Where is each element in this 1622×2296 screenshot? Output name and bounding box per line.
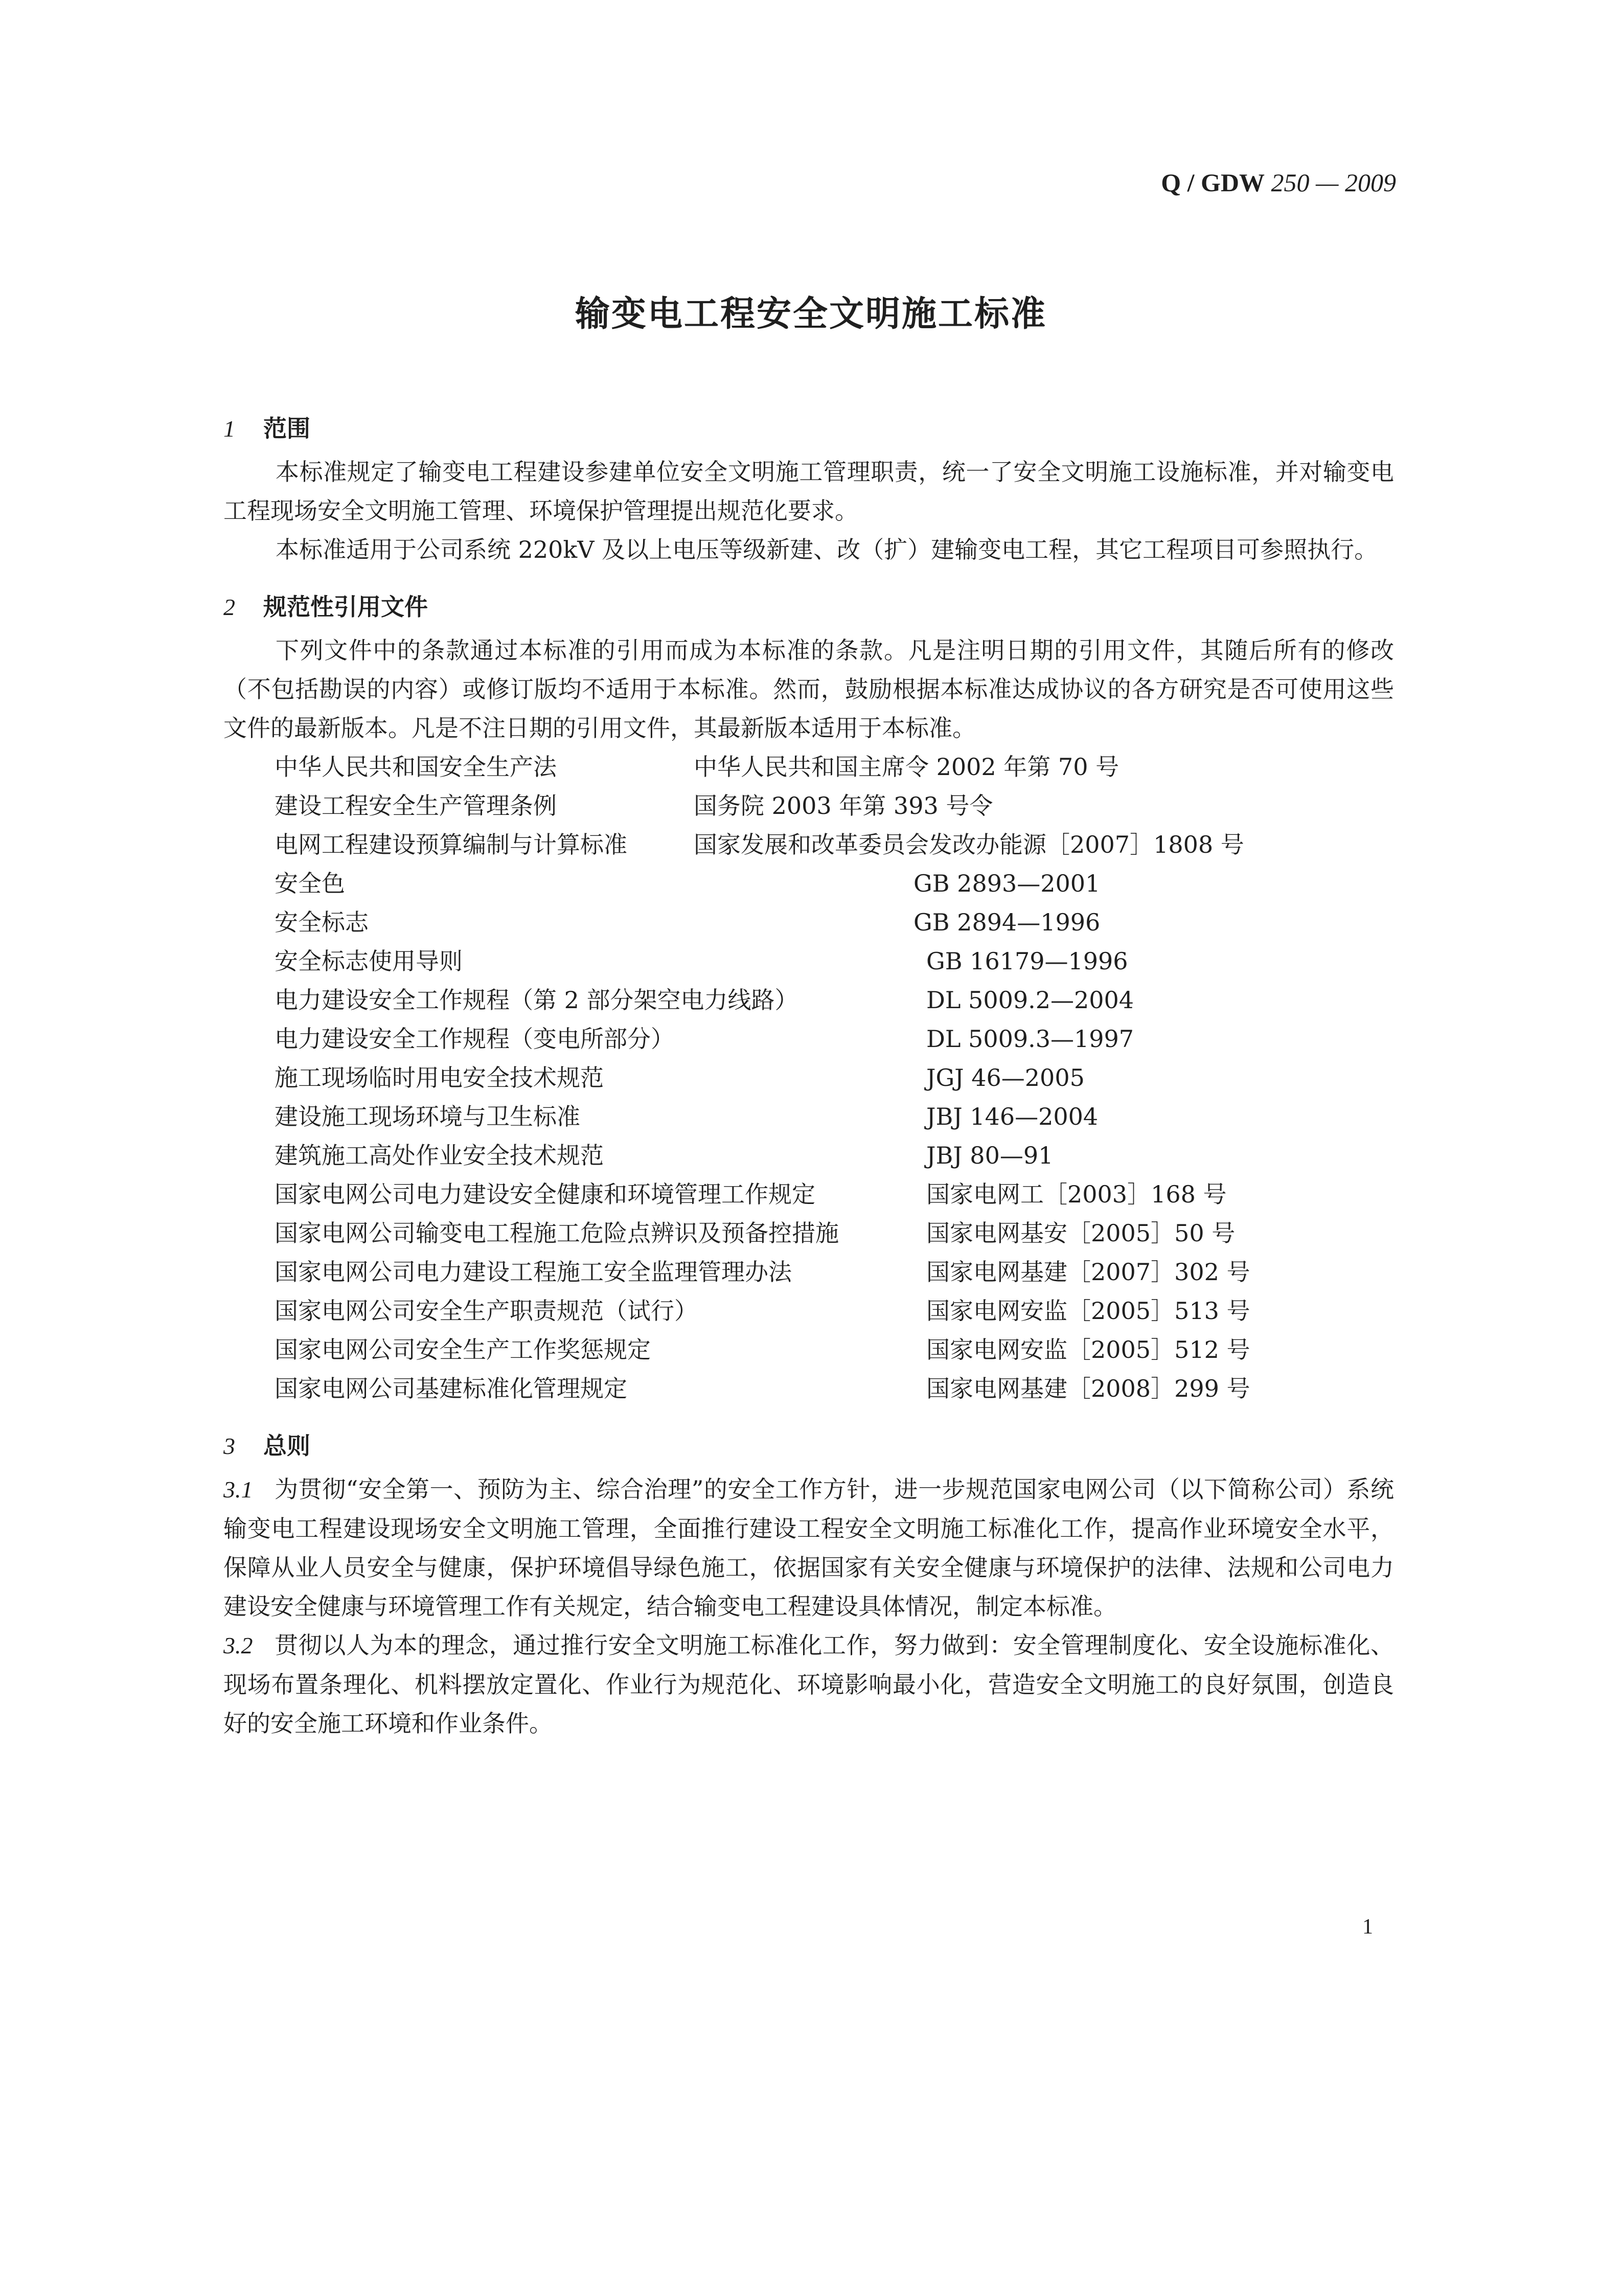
reference-name: 国家电网公司电力建设工程施工安全监理管理办法 (275, 1258, 792, 1286)
reference-item (223, 1019, 1394, 1058)
reference-name: 建筑施工高处作业安全技术规范 (275, 1142, 604, 1169)
standard-code-prefix: Q / GDW (1161, 168, 1265, 197)
clause-number: 3.1 (223, 1476, 253, 1503)
section-1-heading (223, 409, 1394, 448)
section-number: 3 (223, 1433, 235, 1459)
standard-code-number: 250 — 2009 (1271, 168, 1396, 197)
reference-doc: GB 2894—1996 (913, 908, 1101, 936)
reference-name: 电网工程建设预算编制与计算标准 (275, 831, 627, 858)
reference-item (223, 786, 1394, 825)
section-3-heading (223, 1426, 1394, 1466)
reference-doc: JBJ 146—2004 (926, 1103, 1099, 1130)
reference-name: 国家电网公司输变电工程施工危险点辨识及预备控措施 (275, 1219, 839, 1247)
reference-doc: 国家电网安监［2005］512 号 (926, 1336, 1250, 1363)
reference-item (223, 1097, 1394, 1136)
reference-doc: JBJ 80—91 (926, 1142, 1054, 1169)
reference-name: 安全标志使用导则 (275, 947, 463, 975)
reference-item (223, 942, 1394, 981)
reference-item (223, 981, 1394, 1019)
clause-text: 为贯彻“安全第一、预防为主、综合治理”的安全工作方针，进一步规范国家电网公司（以下简称公司）系统输变电工程建设现场安全文明施工管理，全面推行建设工程安全文明施工标准化工作，提高作业环境安全水平，保障从业人员安全与健康，保护环境倡导绿色施工，依据国家有关安全健康与环境保护的法律、法规和公司电力建设安全健康与环境管理工作有关规定，结合输变电工程建设具体情况，制定本标准。 (223, 1475, 1394, 1620)
section-title: 规范性引用文件 (263, 593, 428, 621)
reference-name: 安全标志 (275, 908, 369, 936)
reference-name: 国家电网公司基建标准化管理规定 (275, 1375, 627, 1402)
reference-item (223, 1330, 1394, 1369)
reference-item (223, 1175, 1394, 1214)
reference-item (223, 1369, 1394, 1408)
section-number: 1 (223, 416, 235, 442)
reference-item (223, 1291, 1394, 1330)
reference-name: 建设施工现场环境与卫生标准 (275, 1103, 580, 1130)
reference-item (223, 864, 1394, 903)
reference-list (223, 747, 1394, 1408)
reference-doc: 国家电网基建［2008］299 号 (926, 1375, 1250, 1402)
reference-item (223, 1253, 1394, 1291)
clause-text: 贯彻以人为本的理念，通过推行安全文明施工标准化工作，努力做到：安全管理制度化、安全设施标准化、现场布置条理化、机料摆放定置化、作业行为规范化、环境影响最小化，营造安全文明施工的良好氛围，创造良好的安全施工环境和作业条件。 (223, 1631, 1394, 1737)
clause (223, 1626, 1394, 1743)
reference-name: 国家电网公司安全生产工作奖惩规定 (275, 1336, 651, 1363)
reference-name: 中华人民共和国安全生产法 (275, 753, 557, 781)
reference-doc: 中华人民共和国主席令 2002 年第 70 号 (694, 753, 1120, 781)
reference-name: 建设工程安全生产管理条例 (275, 792, 557, 820)
reference-item (223, 1214, 1394, 1253)
paragraph: 本标准规定了输变电工程建设参建单位安全文明施工管理职责，统一了安全文明施工设施标准，并对输变电工程现场安全文明施工管理、环境保护管理提出规范化要求。 (223, 458, 1394, 525)
reference-doc: DL 5009.3—1997 (926, 1025, 1134, 1053)
reference-doc: 国家电网基建［2007］302 号 (926, 1258, 1250, 1286)
reference-item (223, 747, 1394, 786)
reference-name: 电力建设安全工作规程（第 2 部分架空电力线路） (275, 986, 798, 1014)
reference-doc: GB 2893—2001 (913, 870, 1101, 897)
document-body (223, 409, 1394, 1743)
reference-doc: 国家电网安监［2005］513 号 (926, 1297, 1250, 1325)
reference-name: 电力建设安全工作规程（变电所部分） (275, 1025, 674, 1053)
reference-doc: DL 5009.2—2004 (926, 986, 1134, 1014)
reference-name: 国家电网公司电力建设安全健康和环境管理工作规定 (275, 1180, 815, 1208)
paragraph: 本标准适用于公司系统 220kV 及以上电压等级新建、改（扩）建输变电工程，其它工程项目可参照执行。 (276, 536, 1378, 563)
reference-item (223, 1058, 1394, 1097)
section-number: 2 (223, 594, 235, 620)
reference-item (223, 1136, 1394, 1175)
standard-code (1161, 168, 1396, 197)
reference-doc: 国家发展和改革委员会发改办能源［2007］1808 号 (694, 831, 1244, 858)
reference-doc: 国家电网基安［2005］50 号 (926, 1219, 1236, 1247)
reference-item (223, 825, 1394, 864)
document-title: 输变电工程安全文明施工标准 (575, 294, 1047, 334)
section-title: 范围 (263, 415, 310, 442)
reference-doc: JGJ 46—2005 (926, 1064, 1085, 1092)
clause (223, 1470, 1394, 1626)
clause-number: 3.2 (223, 1632, 253, 1658)
reference-item (223, 903, 1394, 942)
reference-doc: 国务院 2003 年第 393 号令 (694, 792, 993, 820)
reference-name: 安全色 (275, 870, 345, 897)
reference-doc: 国家电网工［2003］168 号 (926, 1180, 1227, 1208)
paragraph: 下列文件中的条款通过本标准的引用而成为本标准的条款。凡是注明日期的引用文件，其随后所有的修改（不包括勘误的内容）或修订版均不适用于本标准。然而，鼓励根据本标准达成协议的各方研究是否可使用这些文件的最新版本。凡是不注日期的引用文件，其最新版本适用于本标准。 (223, 636, 1394, 742)
reference-doc: GB 16179—1996 (926, 947, 1128, 975)
reference-name: 国家电网公司安全生产职责规范（试行） (275, 1297, 698, 1325)
reference-name: 施工现场临时用电安全技术规范 (275, 1064, 604, 1092)
section-2-heading (223, 587, 1394, 627)
page-number: 1 (1362, 1915, 1373, 1939)
section-title: 总则 (263, 1432, 310, 1460)
